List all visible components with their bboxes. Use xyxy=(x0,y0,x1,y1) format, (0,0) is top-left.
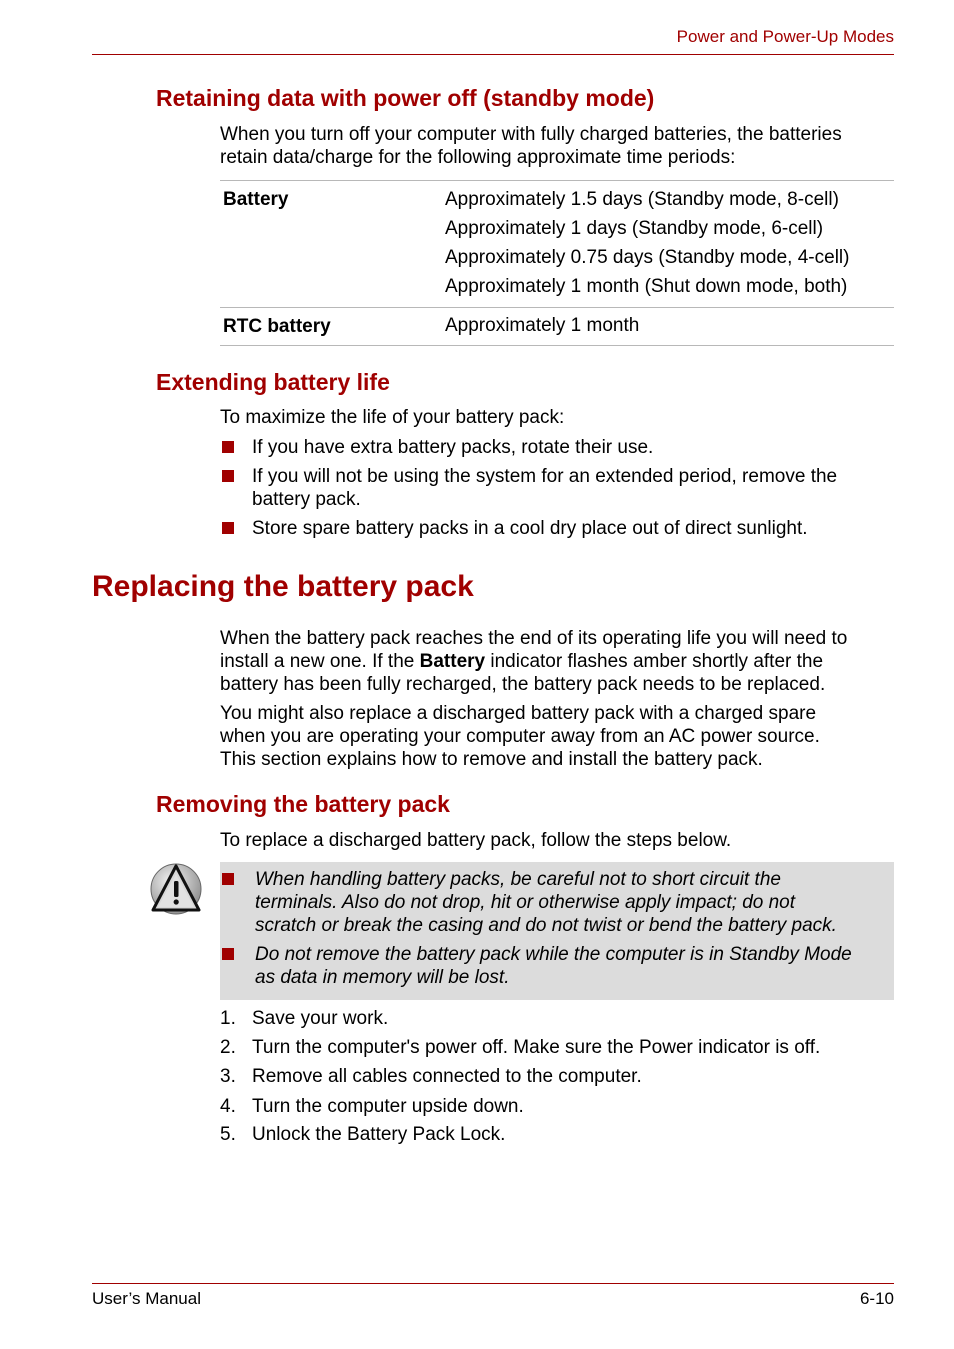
replacing-para-2 xyxy=(220,702,900,771)
bullet-square-icon xyxy=(222,873,234,885)
bullet-square-icon xyxy=(222,441,234,453)
warning-text: as data in memory will be lost. xyxy=(255,967,510,988)
table-values-rtc xyxy=(445,311,639,340)
table-value: Approximately 1 days (Standby mode, 6-cell) xyxy=(445,218,824,239)
step-number: 2. xyxy=(220,1037,236,1058)
step-text: Save your work. xyxy=(252,1008,389,1029)
table-label-battery: Battery xyxy=(223,189,289,210)
retention-table xyxy=(220,180,894,346)
step-number: 1. xyxy=(220,1008,236,1029)
page-number: 6-10 xyxy=(859,1289,894,1308)
heading-replacing: Replacing the battery pack xyxy=(92,570,474,603)
para-line xyxy=(220,650,900,673)
footer-manual-title: User’s Manual xyxy=(92,1289,201,1308)
warning-text: terminals. Also do not drop, hit or otherwise apply impact; do not xyxy=(255,892,796,913)
heading-extending: Extending battery life xyxy=(156,369,390,395)
replacing-para-1 xyxy=(220,627,900,696)
para-line: when you are operating your computer away from an AC power source. xyxy=(220,726,820,747)
table-rule xyxy=(220,307,894,308)
table-value: Approximately 1.5 days (Standby mode, 8-cell) xyxy=(445,189,839,210)
table-value: Approximately 0.75 days (Standby mode, 4-cell) xyxy=(445,247,850,268)
list-item-text: Store spare battery packs in a cool dry place out of direct sunlight. xyxy=(252,518,808,539)
para-line: battery has been fully recharged, the battery pack needs to be replaced. xyxy=(220,674,826,695)
table-value: Approximately 1 month (Shut down mode, both) xyxy=(445,276,848,297)
list-item xyxy=(252,465,902,511)
warning-item xyxy=(255,868,895,937)
step-text: Remove all cables connected to the computer. xyxy=(252,1066,642,1087)
list-item-text: If you will not be using the system for an extended period, remove the xyxy=(252,466,838,487)
heading-standby: Retaining data with power off (standby mode) xyxy=(156,85,655,111)
step-number: 3. xyxy=(220,1066,236,1087)
caution-triangle-icon xyxy=(149,862,204,917)
heading-removing: Removing the battery pack xyxy=(156,791,450,817)
warning-text: Do not remove the battery pack while the computer is in Standby Mode xyxy=(255,944,852,965)
step-text: Unlock the Battery Pack Lock. xyxy=(252,1124,506,1145)
para-text: indicator flashes amber shortly after the xyxy=(485,651,824,672)
footer-rule xyxy=(92,1283,894,1284)
warning-item xyxy=(255,943,895,989)
table-rule xyxy=(220,345,894,346)
header-rule xyxy=(92,54,894,55)
para-text: install a new one. If the xyxy=(220,651,420,672)
step-text: Turn the computer upside down. xyxy=(252,1096,524,1117)
list-item-text: battery pack. xyxy=(252,489,361,510)
battery-indicator-term: Battery xyxy=(419,651,486,672)
bullet-square-icon xyxy=(222,522,234,534)
table-rule xyxy=(220,180,894,181)
warning-text: scratch or break the casing and do not twist or bend the battery pack. xyxy=(255,915,837,936)
standby-intro-line: When you turn off your computer with fully charged batteries, the batteries xyxy=(220,124,842,145)
step-number: 4. xyxy=(220,1096,236,1117)
table-label-rtc: RTC battery xyxy=(223,316,331,337)
table-value: Approximately 1 month xyxy=(445,315,640,336)
list-item xyxy=(252,517,902,540)
list-item-text: If you have extra battery packs, rotate their use. xyxy=(252,437,654,458)
step-number: 5. xyxy=(220,1124,236,1145)
standby-intro xyxy=(220,123,900,169)
warning-text: When handling battery packs, be careful not to short circuit the xyxy=(255,869,781,890)
para-line: This section explains how to remove and install the battery pack. xyxy=(220,749,763,770)
extending-intro: To maximize the life of your battery pack: xyxy=(220,407,565,428)
para-line: When the battery pack reaches the end of its operating life you will need to xyxy=(220,628,848,649)
para-line: You might also replace a discharged battery pack with a charged spare xyxy=(220,703,817,724)
standby-intro-line: retain data/charge for the following approximate time periods: xyxy=(220,147,736,168)
step-text: Turn the computer's power off. Make sure the Power indicator is off. xyxy=(252,1037,821,1058)
bullet-square-icon xyxy=(222,948,234,960)
list-item xyxy=(252,436,902,459)
running-header: Power and Power-Up Modes xyxy=(676,27,894,46)
removing-intro: To replace a discharged battery pack, follow the steps below. xyxy=(220,830,732,851)
table-values-battery xyxy=(445,185,849,301)
bullet-square-icon xyxy=(222,470,234,482)
